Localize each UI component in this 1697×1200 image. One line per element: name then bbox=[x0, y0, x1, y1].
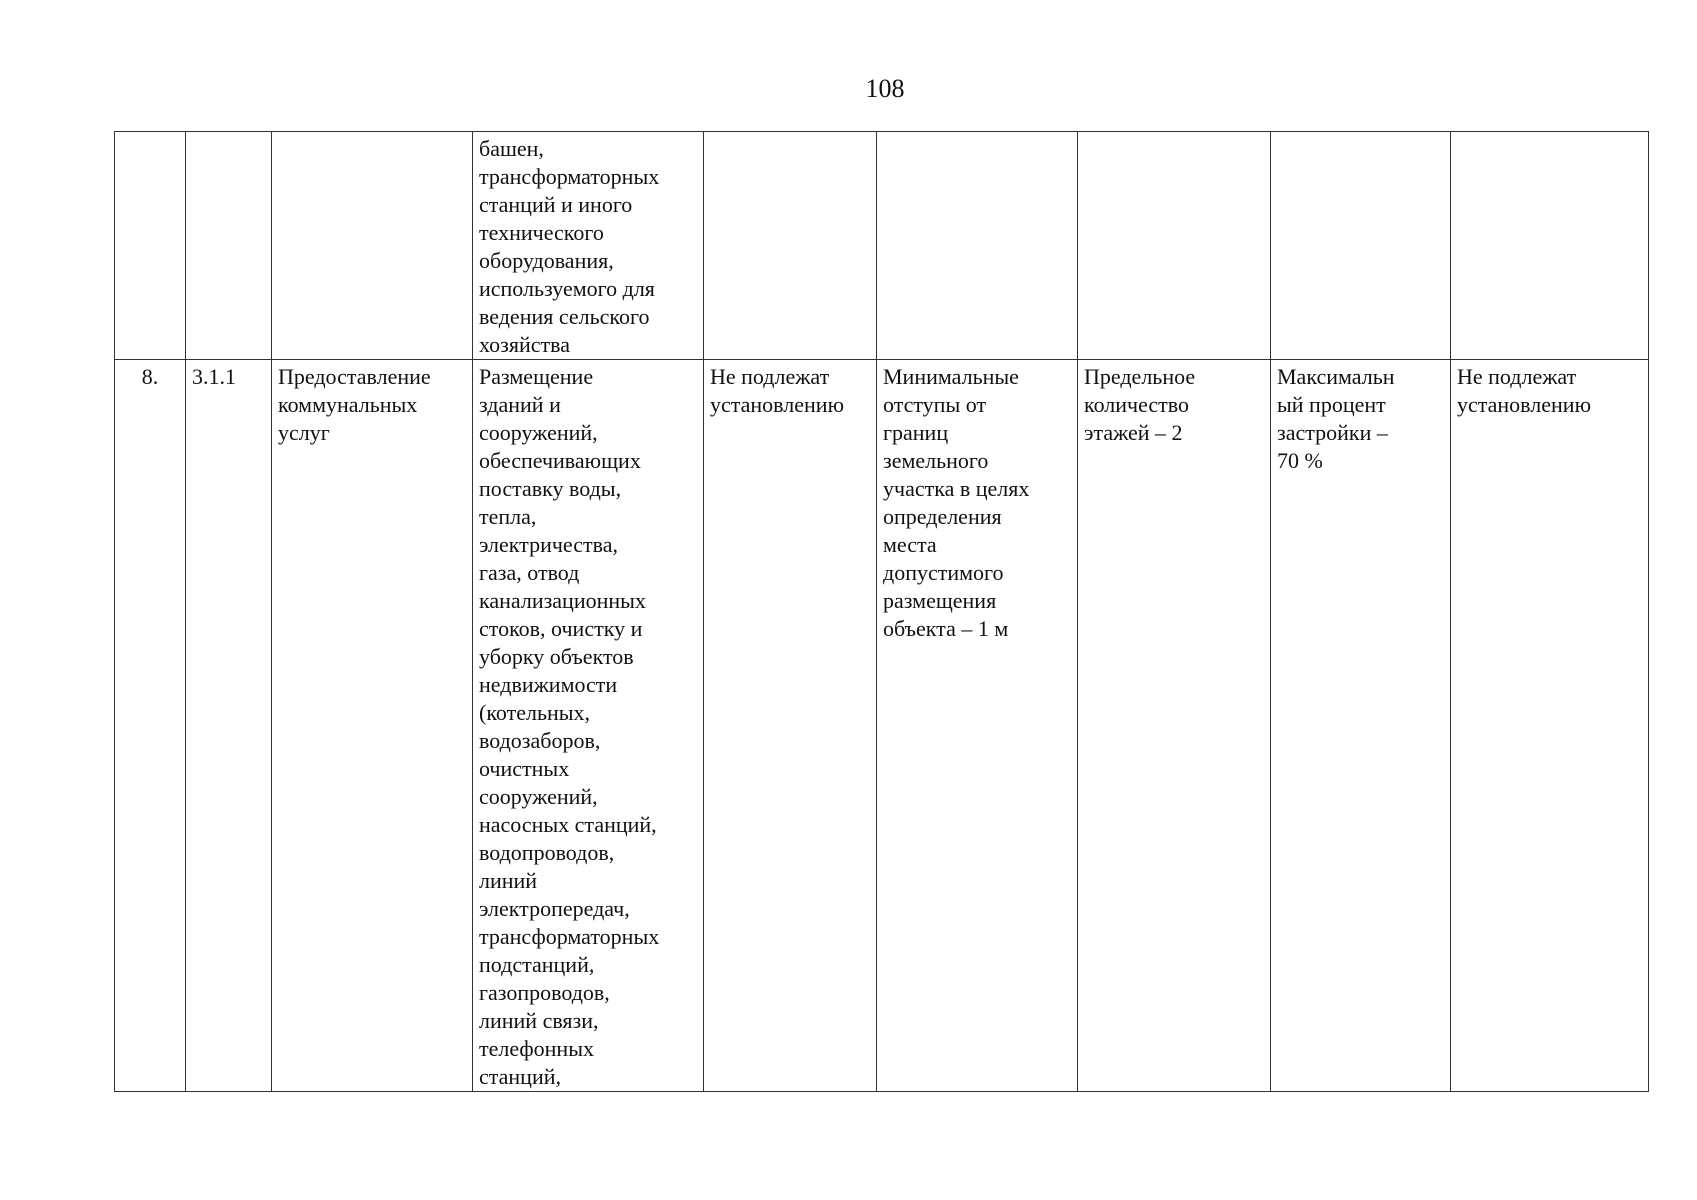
cell-line: этажей – 2 bbox=[1084, 420, 1183, 445]
cell-code bbox=[186, 132, 272, 360]
cell-use-description bbox=[473, 132, 704, 360]
cell-line: объекта – 1 м bbox=[883, 616, 1009, 641]
cell-code: 3.1.1 bbox=[186, 360, 272, 1092]
cell-line: Размещение bbox=[479, 364, 594, 389]
cell-line: установлению bbox=[1457, 392, 1592, 417]
cell-line: обеспечивающих bbox=[479, 448, 641, 473]
cell-line: Предельное bbox=[1084, 364, 1196, 389]
cell-line: коммунальных bbox=[278, 392, 418, 417]
cell-line: башен, bbox=[479, 136, 544, 161]
cell-col5 bbox=[704, 132, 877, 360]
cell-line: подстанций, bbox=[479, 952, 595, 977]
cell-col9 bbox=[1451, 132, 1649, 360]
cell-col8 bbox=[1271, 360, 1451, 1092]
cell-col7 bbox=[1078, 132, 1271, 360]
cell-line: участка в целях bbox=[883, 476, 1030, 501]
cell-use-description bbox=[473, 360, 704, 1092]
cell-line: водопроводов, bbox=[479, 840, 615, 865]
cell-line: 70 % bbox=[1277, 448, 1323, 473]
cell-line: земельного bbox=[883, 448, 989, 473]
cell-line: Минимальные bbox=[883, 364, 1019, 389]
cell-line: используемого для bbox=[479, 276, 655, 301]
cell-line: тепла, bbox=[479, 504, 537, 529]
cell-line: насосных станций, bbox=[479, 812, 657, 837]
cell-line: трансформаторных bbox=[479, 924, 660, 949]
cell-line: газопроводов, bbox=[479, 980, 610, 1005]
cell-line: размещения bbox=[883, 588, 997, 613]
cell-number bbox=[115, 132, 186, 360]
cell-line: Не подлежат bbox=[1457, 364, 1577, 389]
cell-line: трансформаторных bbox=[479, 164, 660, 189]
cell-col6 bbox=[877, 360, 1078, 1092]
cell-line: электричества, bbox=[479, 532, 618, 557]
cell-line: электропередач, bbox=[479, 896, 630, 921]
table-row bbox=[115, 360, 1649, 1092]
cell-line: станций и иного bbox=[479, 192, 633, 217]
cell-line: сооружений, bbox=[479, 784, 598, 809]
cell-line: услуг bbox=[278, 420, 330, 445]
cell-line: очистных bbox=[479, 756, 570, 781]
cell-line: недвижимости bbox=[479, 672, 618, 697]
cell-line: застройки – bbox=[1277, 420, 1388, 445]
cell-line: Предоставление bbox=[278, 364, 431, 389]
table-row-continuation bbox=[115, 132, 1649, 360]
cell-line: Максимальн bbox=[1277, 364, 1395, 389]
cell-line: границ bbox=[883, 420, 949, 445]
page-number: 108 bbox=[865, 74, 905, 103]
cell-line: водозаборов, bbox=[479, 728, 601, 753]
cell-use-name bbox=[272, 132, 473, 360]
cell-line: оборудования, bbox=[479, 248, 614, 273]
cell-line: хозяйства bbox=[479, 332, 570, 357]
cell-line: канализационных bbox=[479, 588, 646, 613]
cell-line: отступы от bbox=[883, 392, 987, 417]
cell-line: уборку объектов bbox=[479, 644, 634, 669]
cell-line: станций, bbox=[479, 1064, 562, 1089]
cell-number: 8. bbox=[115, 360, 186, 1092]
cell-line: технического bbox=[479, 220, 604, 245]
cell-line: установлению bbox=[710, 392, 845, 417]
regulations-table bbox=[114, 131, 1649, 1092]
cell-line: сооружений, bbox=[479, 420, 598, 445]
cell-line: количество bbox=[1084, 392, 1190, 417]
cell-col6 bbox=[877, 132, 1078, 360]
cell-line: определения bbox=[883, 504, 1002, 529]
cell-col7 bbox=[1078, 360, 1271, 1092]
cell-line: ведения сельского bbox=[479, 304, 650, 329]
cell-line: газа, отвод bbox=[479, 560, 580, 585]
cell-line: места bbox=[883, 532, 937, 557]
cell-line: ый процент bbox=[1277, 392, 1386, 417]
cell-line: линий связи, bbox=[479, 1008, 599, 1033]
cell-line: зданий и bbox=[479, 392, 561, 417]
cell-line: допустимого bbox=[883, 560, 1004, 585]
cell-col9 bbox=[1451, 360, 1649, 1092]
cell-use-name bbox=[272, 360, 473, 1092]
cell-line: поставку воды, bbox=[479, 476, 622, 501]
cell-line: телефонных bbox=[479, 1036, 594, 1061]
cell-col5 bbox=[704, 360, 877, 1092]
cell-line: линий bbox=[479, 868, 538, 893]
cell-col8 bbox=[1271, 132, 1451, 360]
cell-line: Не подлежат bbox=[710, 364, 830, 389]
cell-line: стоков, очистку и bbox=[479, 616, 643, 641]
cell-line: (котельных, bbox=[479, 700, 591, 725]
